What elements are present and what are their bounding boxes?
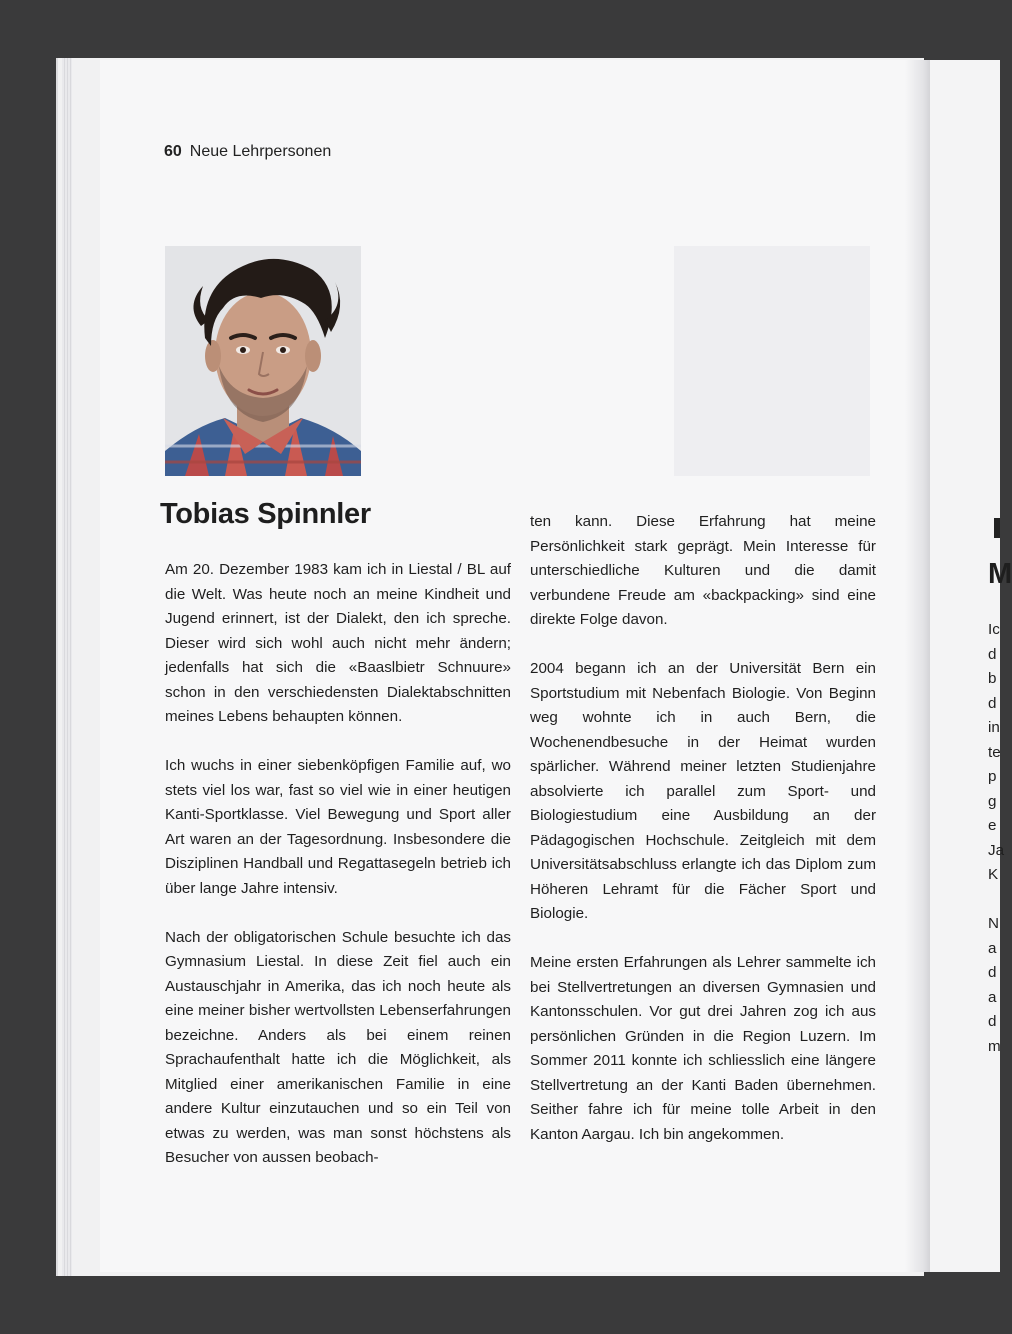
facing-page-photo-edge xyxy=(994,518,1000,538)
portrait-illustration xyxy=(165,246,361,476)
paragraph: Nach der obligatorischen Schule besuchte ich das Gymnasium Liestal. In diese Zeit fiel auch ein Austauschjahr in Amerika, das ich noch heute als eine meiner bisher wertvollsten Lebenserfahrungen bezeichne. Anders als bei einem reinen Sprachaufenthalt hatte ich die Möglichkeit, als Mitglied einer amerikanischen Familie in eine andere Kultur einzutauchen und so ein Teil von etwas zu werden, was man sonst höchstens als Besucher von aussen beobach- xyxy=(165,928,511,1166)
paragraph: ten kann. Diese Erfahrung hat meine Persönlichkeit stark geprägt. Mein Interesse für unterschiedliche Kulturen und die damit verbundene Freude am «backpacking» sind eine direkte Folge davon. xyxy=(530,513,876,628)
paragraph: Am 20. Dezember 1983 kam ich in Liestal / BL auf die Welt. Was heute noch an meine Kindheit und Jugend erinnert, ist der Dialekt, den ich spreche. Dieser wird sich wohl auch nicht mehr ändern; jedenfalls hat sich die «Baaslbietr Schnuure» schon in den verschiedensten Dialektabschnitten meines Lebens behaupten können. xyxy=(165,561,511,725)
facing-line: a xyxy=(988,988,997,1006)
facing-line: d xyxy=(988,645,997,663)
facing-line: te xyxy=(988,743,1001,761)
facing-line: Ja xyxy=(988,841,1005,859)
right-text-column xyxy=(530,510,876,1172)
person-name: Tobias Spinnler xyxy=(160,498,371,530)
facing-line: N xyxy=(988,915,999,932)
facing-page-title: M xyxy=(988,558,1012,590)
facing-line: b xyxy=(988,670,997,687)
facing-line: d xyxy=(988,964,997,981)
paragraph: Meine ersten Erfahrungen als Lehrer sammelte ich bei Stellvertretungen an diversen Gymnasien und Kantonsschulen. Vor gut drei Jahren zog ich aus persönlichen Gründen in die Region Luzern. Im Sommer 2011 konnte ich schliesslich eine längere Stellvertretung an der Kanti Baden übernehmen. Seither fahre ich für meine tolle Arbeit in den Kanton Aargau. Ich bin angekommen. xyxy=(530,954,876,1143)
facing-line: in xyxy=(988,719,1000,736)
facing-line: Ic xyxy=(988,621,1000,638)
page-number: 60 xyxy=(164,143,182,160)
paragraph: 2004 begann ich an der Universität Bern ein Sportstudium mit Nebenfach Biologie. Von Beginn weg wohnte ich in auch Bern, die Wochenendbesuche in der Heimat wurden spärlicher. Während meiner letzten Studienjahre absolvierte ich parallel zum Sport- und Biologiestudium eine Ausbildung an der Pädagogischen Hochschule. Zeitgleich mit dem Universitätsabschluss erlangte ich das Diplom zum Höheren Lehramt für die Fächer Sport und Biologie. xyxy=(530,660,876,922)
show-through-photo xyxy=(674,246,870,476)
facing-line: K xyxy=(988,866,999,883)
facing-line: d xyxy=(988,1013,997,1030)
facing-line: g xyxy=(988,792,997,810)
portrait-photo xyxy=(165,246,361,476)
facing-page-edge xyxy=(930,60,1012,1272)
facing-line xyxy=(988,888,1004,913)
facing-page-text xyxy=(988,618,1004,1059)
facing-line: m xyxy=(988,1037,1001,1055)
section-title: Neue Lehrpersonen xyxy=(189,143,332,160)
facing-line: e xyxy=(988,817,997,834)
left-text-column xyxy=(165,558,511,1195)
running-header xyxy=(164,143,331,161)
facing-line: p xyxy=(988,768,997,785)
facing-line: d xyxy=(988,694,997,712)
paragraph: Ich wuchs in einer siebenköpfigen Familie auf, wo stets viel los war, fast so viel wie in einer heutigen Kanti-Sportklasse. Viel Bewegung und Sport aller Art waren an der Tagesordnung. Insbesondere die Disziplinen Handball und Regattasegeln betrieb ich über lange Jahre intensiv. xyxy=(165,757,511,897)
facing-line: a xyxy=(988,939,997,957)
